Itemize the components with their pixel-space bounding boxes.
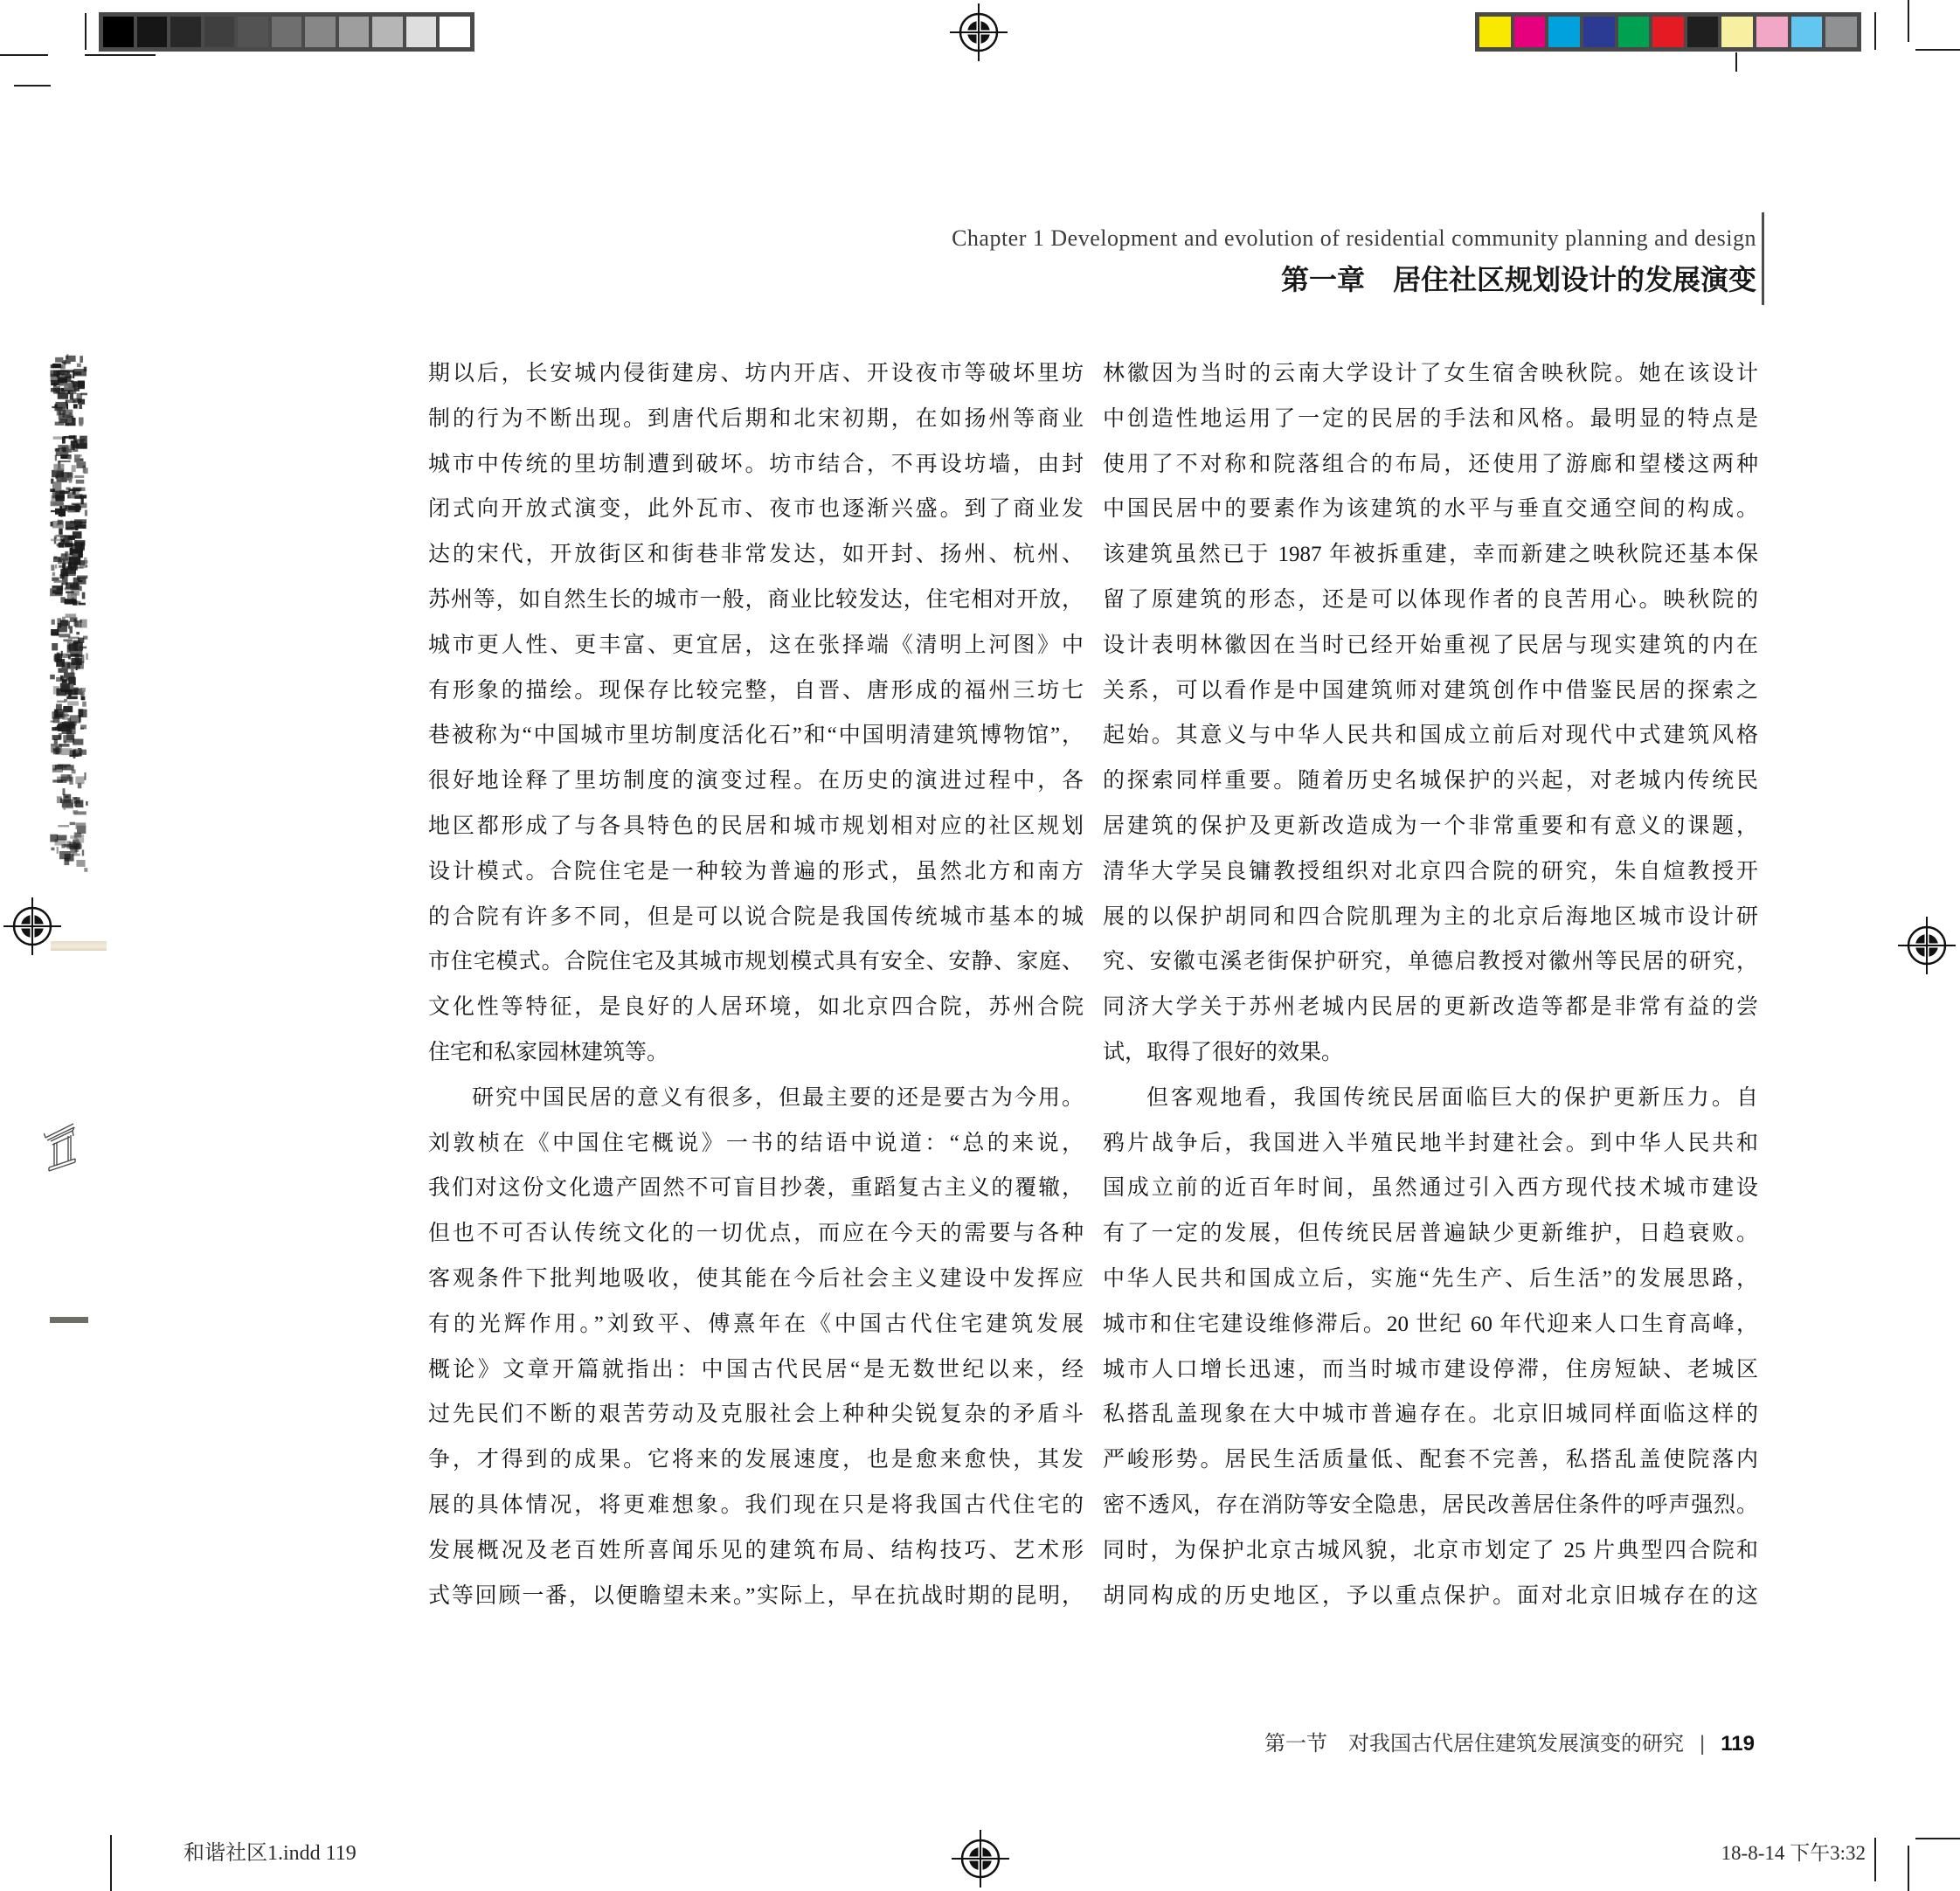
calibration-swatch xyxy=(1514,17,1546,47)
text-line: 发展概况及老百姓所喜闻乐见的建筑布局、结构技巧、艺术形 xyxy=(428,1538,1084,1562)
text-line: 有了一定的发展，但传统民居普遍缺少更新维护，日趋衰败。 xyxy=(1103,1222,1758,1246)
text-line: 闭式向开放式演变，此外瓦市、夜市也逐渐兴盛。到了商业发 xyxy=(428,497,1084,522)
text-line: 设计模式。合院住宅是一种较为普遍的形式，虽然北方和南方 xyxy=(428,859,1084,883)
margin-image-sliver xyxy=(50,1317,88,1323)
crop-mark xyxy=(85,13,87,50)
calibration-swatch xyxy=(137,17,168,47)
running-footer xyxy=(1264,1726,1755,1756)
text-line: 的探索同样重要。随着历史名城保护的兴起，对老城内传统民 xyxy=(1103,769,1758,793)
calibration-swatch xyxy=(272,17,302,47)
calibration-swatch xyxy=(1548,17,1580,47)
chapter-title-english: Chapter 1 Development and evolution of residential community planning and design xyxy=(952,225,1756,251)
right-text-column xyxy=(1103,351,1758,1618)
text-line: 关系，可以看作是中国建筑师对建筑创作中借鉴民居的探索之 xyxy=(1103,678,1758,703)
crop-mark xyxy=(1908,1846,1909,1891)
text-line: 刘敦桢在《中国住宅概说》一书的结语中说道：“总的来说， xyxy=(428,1131,1084,1155)
text-line: 清华大学吴良镛教授组织对北京四合院的研究，朱自煊教授开 xyxy=(1103,859,1758,883)
calibration-swatch xyxy=(1618,17,1650,47)
text-line: 中国民居中的要素作为该建筑的水平与垂直交通空间的构成。 xyxy=(1103,497,1758,522)
text-line: 城市更人性、更丰富、更宜居，这在张择端《清明上河图》中 xyxy=(428,633,1084,657)
text-line: 期以后，长安城内侵街建房、坊内开店、开设夜市等破坏里坊 xyxy=(428,362,1084,385)
text-line: 的合院有许多不同，但是可以说合院是我国传统城市基本的城 xyxy=(428,904,1084,929)
crop-mark xyxy=(0,54,48,56)
text-line: 地区都形成了与各具特色的民居和城市规划相对应的社区规划 xyxy=(428,814,1084,838)
calibration-swatch xyxy=(406,17,437,47)
text-line: 但也不可否认传统文化的一切优点，而应在今天的需要与各种 xyxy=(428,1222,1084,1246)
text-line: 过先民们不断的艰苦劳动及克服社会上种种尖锐复杂的矛盾斗 xyxy=(428,1403,1084,1427)
map-fragment xyxy=(50,762,88,816)
text-line: 密不透风，存在消防等安全隐患，居民改善居住条件的呼声强烈。 xyxy=(1103,1493,1758,1517)
calibration-swatch xyxy=(440,17,470,47)
text-line: 胡同构成的历史地区，予以重点保护。面对北京旧城存在的这 xyxy=(1103,1583,1758,1608)
text-line: 文化性等特征，是良好的人居环境，如北京四合院，苏州合院 xyxy=(428,995,1084,1020)
text-line: 苏州等，如自然生长的城市一般，商业比较发达，住宅相对开放， xyxy=(428,587,1084,612)
text-line: 研究中国民居的意义有很多，但最主要的还是要古为今用。 xyxy=(472,1085,1084,1110)
text-line: 试，取得了很好的效果。 xyxy=(1103,1040,1344,1064)
crop-mark xyxy=(1874,1838,1876,1881)
text-line: 该建筑虽然已于 1987 年被拆重建，幸而新建之映秋院还基本保 xyxy=(1103,543,1758,567)
crop-mark xyxy=(85,54,156,56)
header-rule xyxy=(1762,212,1764,305)
map-fragment xyxy=(50,519,88,610)
text-line: 住宅和私家园林建筑等。 xyxy=(428,1040,669,1064)
calibration-swatch xyxy=(103,17,134,47)
text-line: 鸦片战争后，我国进入半殖民地半封建社会。到中华人民共和 xyxy=(1103,1131,1758,1155)
map-fragment xyxy=(50,820,88,874)
text-line: 有的光辉作用。”刘致平、傅熹年在《中国古代住宅建筑发展 xyxy=(428,1312,1084,1336)
calibration-swatch xyxy=(204,17,235,47)
footer-divider: | xyxy=(1700,1732,1706,1756)
map-fragment xyxy=(50,354,88,426)
text-line: 城市人口增长迅速，而当时城市建设停滞，住房短缺、老城区 xyxy=(1103,1357,1758,1382)
section-title: 第一节 对我国古代居住建筑发展演变的研究 xyxy=(1264,1732,1685,1756)
text-line: 我们对这份文化遗产固然不可盲目抄袭，重蹈复古主义的覆辙， xyxy=(428,1176,1084,1201)
slug-filename: 和谐社区1.indd 119 xyxy=(184,1842,357,1865)
calibration-swatch xyxy=(1721,17,1753,47)
text-line: 城市和住宅建设维修滞后。20 世纪 60 年代迎来人口生育高峰， xyxy=(1103,1312,1758,1336)
calibration-swatch xyxy=(1825,17,1857,47)
crop-mark xyxy=(1908,0,1909,42)
text-line: 究、安徽屯溪老街保护研究，单德启教授对徽州等民居的研究， xyxy=(1103,950,1758,974)
calibration-swatch xyxy=(372,17,403,47)
calibration-swatch xyxy=(1791,17,1823,47)
calibration-swatch xyxy=(1479,17,1511,47)
text-line: 中创造性地运用了一定的民居的手法和风格。最明显的特点是 xyxy=(1103,406,1758,431)
calibration-swatch xyxy=(339,17,370,47)
text-line: 林徽因为当时的云南大学设计了女生宿舍映秋院。她在该设计 xyxy=(1103,362,1758,385)
text-line: 私搭乱盖现象在大中城市普遍存在。北京旧城同样面临这样的 xyxy=(1103,1403,1758,1427)
left-text-column xyxy=(428,351,1084,1618)
page-number: 119 xyxy=(1721,1732,1755,1756)
calibration-swatch xyxy=(1583,17,1615,47)
map-fragment xyxy=(50,435,88,517)
text-line: 式等回顾一番，以便瞻望未来。”实际上，早在抗战时期的昆明， xyxy=(428,1583,1084,1608)
crop-mark xyxy=(110,1835,112,1891)
text-line: 同济大学关于苏州老城内民居的更新改造等都是非常有益的尝 xyxy=(1103,995,1758,1020)
text-line: 使用了不对称和院落组合的布局，还使用了游廊和望楼这两种 xyxy=(1103,452,1758,476)
margin-image-sliver xyxy=(51,941,107,951)
text-line: 居建筑的保护及更新改造成为一个非常重要和有意义的课题， xyxy=(1103,814,1758,838)
text-line: 留了原建筑的形态，还是可以体现作者的良苦用心。映秋院的 xyxy=(1103,587,1758,612)
text-line: 客观条件下批判地吸收，使其能在今后社会主义建设中发挥应 xyxy=(428,1266,1084,1291)
registration-mark-icon xyxy=(952,1830,1009,1888)
color-calibration-bar xyxy=(1475,12,1861,52)
text-line: 概论》文章开篇就指出：中国古代民居“是无数世纪以来，经 xyxy=(428,1357,1084,1382)
text-line: 市住宅模式。合院住宅及其城市规划模式具有安全、安静、家庭、 xyxy=(428,950,1084,974)
crop-mark xyxy=(1915,1838,1960,1839)
text-line: 达的宋代，开放街区和街巷非常发达，如开封、扬州、杭州、 xyxy=(428,543,1084,567)
text-line: 争，才得到的成果。它将来的发展速度，也是愈来愈快，其发 xyxy=(428,1448,1084,1472)
text-line: 但客观地看，我国传统民居面临巨大的保护更新压力。自 xyxy=(1146,1085,1758,1110)
text-line: 有形象的描绘。现保存比较完整，自晋、唐形成的福州三坊七 xyxy=(428,678,1084,703)
text-line: 很好地诠释了里坊制度的演变过程。在历史的演进过程中，各 xyxy=(428,769,1084,793)
registration-mark-icon xyxy=(950,3,1008,61)
crop-mark xyxy=(1915,49,1960,51)
registration-mark-icon xyxy=(1898,917,1956,974)
calibration-swatch xyxy=(1687,17,1719,47)
text-line: 巷被称为“中国城市里坊制度活化石”和“中国明清建筑博物馆”， xyxy=(428,724,1084,748)
text-line: 设计表明林徽因在当时已经开始重视了民居与现实建筑的内在 xyxy=(1103,633,1758,657)
chapter-title-chinese: 第一章 居住社区规划设计的发展演变 xyxy=(1280,264,1756,295)
text-line: 同时，为保护北京古城风貌，北京市划定了 25 片典型四合院和 xyxy=(1103,1538,1758,1562)
crop-mark xyxy=(1735,52,1737,72)
calibration-swatch xyxy=(1756,17,1788,47)
crop-mark xyxy=(1874,12,1876,50)
text-line: 展的以保护胡同和四合院肌理为主的北京后海地区城市设计研 xyxy=(1103,904,1758,929)
pavilion-sketch xyxy=(44,1115,77,1181)
calibration-swatch xyxy=(238,17,268,47)
map-fragment xyxy=(50,613,88,758)
calibration-swatch xyxy=(1652,17,1684,47)
grayscale-calibration-bar xyxy=(99,12,474,52)
text-line: 国成立前的近百年时间，虽然通过引入西方现代技术城市建设 xyxy=(1103,1176,1758,1201)
text-line: 起始。其意义与中华人民共和国成立前后对现代中式建筑风格 xyxy=(1103,724,1758,748)
calibration-swatch xyxy=(305,17,336,47)
text-line: 制的行为不断出现。到唐代后期和北宋初期，在如扬州等商业 xyxy=(428,406,1084,431)
text-line: 展的具体情况，将更难想象。我们现在只是将我国古代住宅的 xyxy=(428,1493,1084,1517)
crop-mark xyxy=(14,85,51,87)
text-line: 中华人民共和国成立后，实施“先生产、后生活”的发展思路， xyxy=(1103,1266,1758,1291)
text-line: 城市中传统的里坊制遭到破坏。坊市结合，不再设坊墙，由封 xyxy=(428,452,1084,476)
text-line: 严峻形势。居民生活质量低、配套不完善，私搭乱盖使院落内 xyxy=(1103,1448,1758,1472)
calibration-swatch xyxy=(170,17,201,47)
slug-timestamp: 18-8-14 下午3:32 xyxy=(1721,1842,1866,1864)
